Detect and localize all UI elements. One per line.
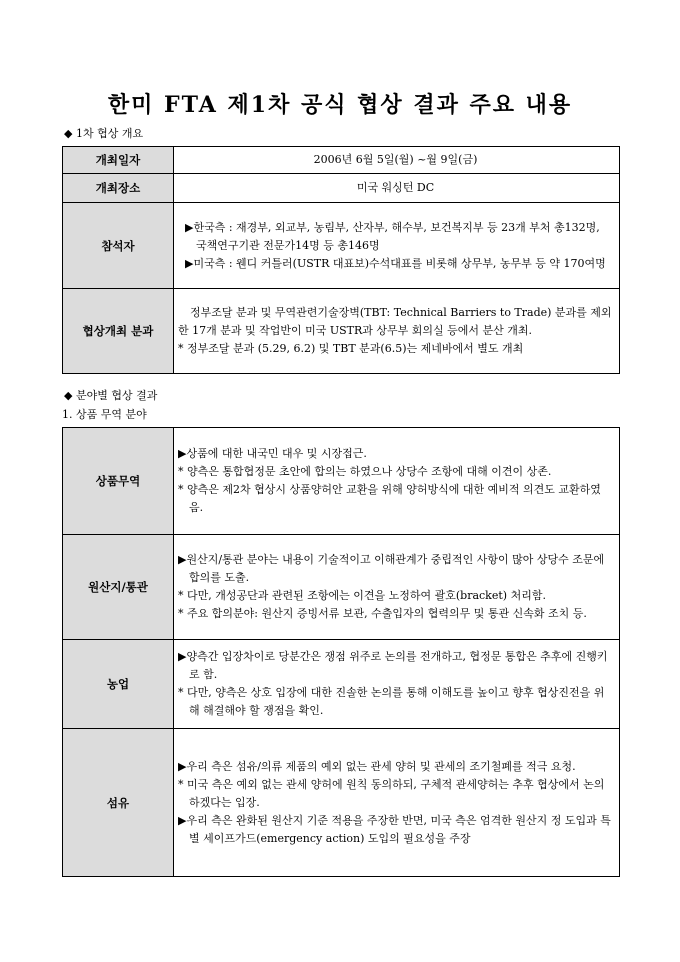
overview-row-place (63, 174, 620, 203)
results-subheading: 1. 상품 무역 분야 (62, 408, 147, 421)
line: * 양측은 제2차 협상시 상품양허안 교환을 위해 양허방식에 대한 예비적 의견도 교환하였음. (178, 483, 601, 514)
row-label: 원산지/통관 (63, 535, 174, 640)
results-row-agriculture (63, 640, 620, 729)
row-label: 농업 (63, 640, 174, 729)
page-title: 한미 FTA 제1차 공식 협상 결과 주요 내용 (107, 92, 573, 118)
row-label: 협상개최 분과 (63, 289, 174, 374)
overview-row-participants (63, 203, 620, 289)
results-row-textile (63, 729, 620, 877)
line: ▶상품에 대한 내국민 대우 및 시장접근. (178, 447, 367, 460)
row-label: 개최일자 (63, 147, 174, 174)
overview-row-sessions (63, 289, 620, 374)
row-label: 상품무역 (63, 428, 174, 535)
row-value: 2006년 6월 5일(월) ~월 9일(금) (174, 147, 620, 174)
results-table (62, 427, 620, 877)
line: * 주요 합의분야: 원산지 증빙서류 보관, 수출입자의 협력의무 및 통관 신속화 조치 등. (178, 607, 587, 620)
line: * 다만, 개성공단과 관련된 조항에는 이견을 노정하여 괄호(bracket) 처리함. (178, 589, 546, 602)
overview-row-date (63, 147, 620, 174)
line: ▶미국측 : 웬디 커틀러(USTR 대표보)수석대표를 비롯해 상무부, 농무부 등 약 170여명 (185, 256, 606, 270)
line: * 정부조달 분과 (5.29, 6.2) 및 TBT 분과(6.5)는 제네바에서 별도 개최 (178, 342, 524, 355)
line: 정부조달 분과 및 무역관련기술장벽(TBT: Technical Barriers to Trade) 분과를 제외한 17개 분과 및 작업반이 미국 USTR과 상무부 회의실 등에서 분산 개최. (178, 306, 612, 337)
row-label: 참석자 (63, 203, 174, 289)
results-row-origin (63, 535, 620, 640)
results-row-goods (63, 428, 620, 535)
line: * 다만, 양측은 상호 입장에 대한 진솔한 논의를 통해 이해도를 높이고 향후 협상진전을 위해 해결해야 할 쟁점을 확인. (178, 686, 605, 717)
line: ▶우리 측은 섬유/의류 제품의 예외 없는 관세 양허 및 관세의 조기철폐를 적극 요청. (178, 759, 576, 773)
overview-heading: ◆ 1차 협상 개요 (64, 127, 144, 140)
line: ▶한국측 : 재경부, 외교부, 농림부, 산자부, 해수부, 보건복지부 등 23개 부처 총132명, 국책연구기관 전문가14명 등 총146명 (185, 220, 600, 252)
row-label: 섬유 (63, 729, 174, 877)
line: * 양측은 통합협정문 초안에 합의는 하였으나 상당수 조항에 대해 이견이 상존. (178, 465, 552, 478)
row-label: 개최장소 (63, 174, 174, 203)
line: * 미국 측은 예외 없는 관세 양허에 원칙 동의하되, 구체적 관세양허는 추후 협상에서 논의하겠다는 입장. (178, 777, 605, 809)
line: ▶우리 측은 완화된 원산지 기준 적용을 주장한 반면, 미국 측은 엄격한 원산지 정 도입과 특별 세이프가드(emergency action) 도입의 필요성을 주장 (178, 813, 611, 845)
line: ▶원산지/통관 분야는 내용이 기술적이고 이해관계가 중립적인 사항이 많아 상당수 조문에 합의를 도출. (178, 553, 605, 584)
results-heading: ◆ 분야별 협상 결과 (64, 389, 158, 402)
line: ▶양측간 입장차이로 당분간은 쟁점 위주로 논의를 전개하고, 협정문 통합은 추후에 진행키로 함. (178, 650, 608, 681)
row-value: 미국 워싱턴 DC (174, 174, 620, 203)
overview-table (62, 146, 620, 374)
